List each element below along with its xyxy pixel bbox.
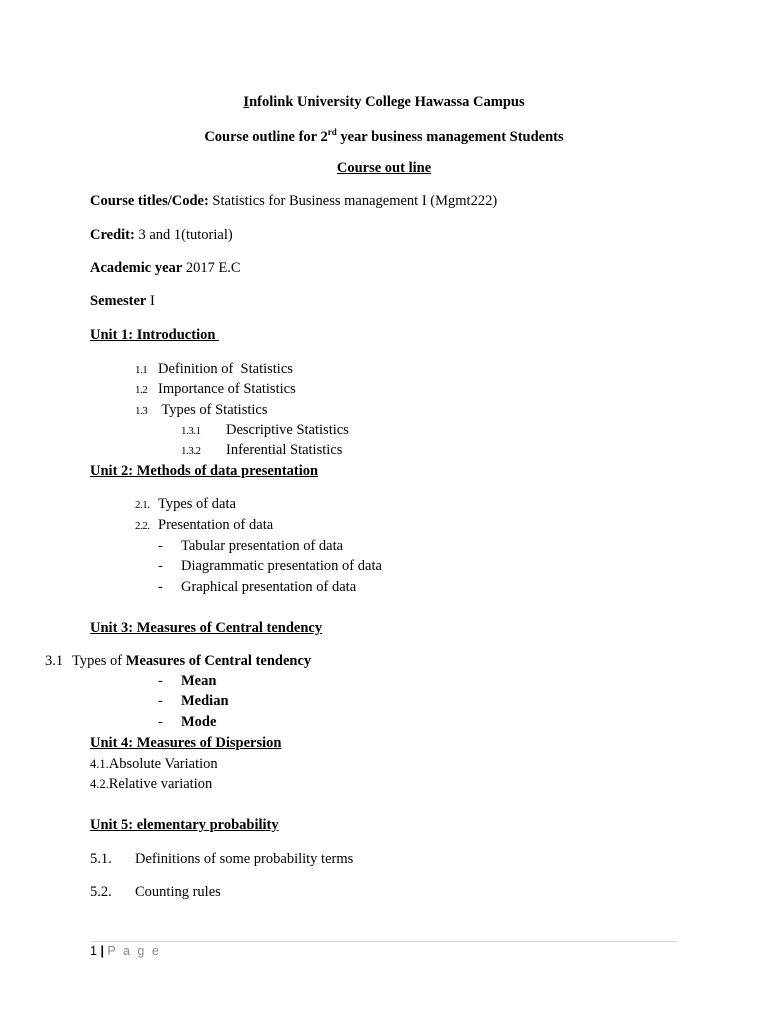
course-code-label: Course titles/Code: <box>90 193 209 209</box>
credit-line <box>90 227 233 244</box>
unit1-item <box>135 361 147 378</box>
unit4-item-text: Absolute Variation <box>108 756 218 772</box>
unit1-subitem-number: 1.3.1 <box>181 425 201 437</box>
unit5-item-text: Counting rules <box>135 884 221 900</box>
page-footer <box>90 944 161 958</box>
unit5-item-number: 5.1. <box>90 851 112 867</box>
unit2-item <box>135 496 150 513</box>
page-word: P a g e <box>107 944 161 958</box>
academic-year-value: 2017 E.C <box>185 260 241 276</box>
unit1-subitem-text: Inferential Statistics <box>226 442 343 458</box>
unit2-bullet-marker: - <box>158 538 163 554</box>
subtitle-pre: Course outline for 2 <box>204 128 328 145</box>
credit-value: 3 and 1(tutorial) <box>138 227 233 243</box>
unit1-subitem <box>181 442 201 459</box>
unit4-item <box>90 776 212 793</box>
document-title <box>0 94 768 111</box>
course-code-value: Statistics for Business management I (Mgmt222) <box>212 193 498 209</box>
credit-label: Credit: <box>90 227 135 243</box>
unit4-item-number: 4.2. <box>90 777 109 791</box>
unit1-item-text: Importance of Statistics <box>158 381 296 397</box>
subtitle-post: year business management Students <box>336 128 564 145</box>
unit3-bullet-marker: - <box>158 714 163 730</box>
unit1-subitem-number: 1.3.2 <box>181 445 201 457</box>
unit2-item-text: Presentation of data <box>158 517 274 533</box>
unit3-bullet-text: Mean <box>181 673 217 689</box>
unit3-item <box>72 653 311 670</box>
page-number: 1 <box>90 944 97 958</box>
unit1-subitem-text: Descriptive Statistics <box>226 422 349 438</box>
unit3-bullet-text: Mode <box>181 714 217 730</box>
unit4-item-text: Relative variation <box>108 776 213 792</box>
unit1-item-number: 1.1 <box>135 364 148 376</box>
unit1-item-number: 1.3 <box>135 405 148 417</box>
unit2-bullet-text: Graphical presentation of data <box>181 579 357 595</box>
title-rest: nfolink University College Hawassa Campus <box>249 94 525 110</box>
title-initial: I <box>243 94 250 110</box>
unit2-bullet-text: Diagrammatic presentation of data <box>181 558 382 574</box>
document-subtitle <box>0 127 768 146</box>
unit2-item-text: Types of data <box>158 496 236 512</box>
page-separator: | <box>100 944 104 958</box>
footer-divider <box>90 941 678 942</box>
unit2-heading: Unit 2: Methods of data presentation <box>90 463 319 479</box>
unit3-bullet-text: Median <box>181 693 229 709</box>
unit2-bullet-marker: - <box>158 558 163 574</box>
semester-line <box>90 293 155 310</box>
unit2-bullet-marker: - <box>158 579 163 595</box>
semester-label: Semester <box>90 293 147 309</box>
unit2-item-number: 2.1. <box>135 499 150 511</box>
outline-heading: Course out line <box>336 160 432 176</box>
unit5-item-text: Definitions of some probability terms <box>135 851 354 867</box>
unit1-item <box>135 381 147 398</box>
unit3-heading: Unit 3: Measures of Central tendency <box>90 620 323 636</box>
unit1-subitem <box>181 422 201 439</box>
unit3-item-bold: Measures of Central tendency <box>125 653 312 669</box>
unit3-bullet-marker: - <box>158 693 163 709</box>
unit4-item <box>90 756 218 773</box>
semester-value: I <box>149 293 155 309</box>
unit2-item-number: 2.2. <box>135 520 150 532</box>
unit5-heading: Unit 5: elementary probability <box>90 817 279 833</box>
unit5-item-number: 5.2. <box>90 884 112 900</box>
subtitle-sup: rd <box>327 127 337 137</box>
unit4-item-number: 4.1. <box>90 757 109 771</box>
unit1-item-text: Definition of Statistics <box>158 361 293 377</box>
academic-year-line <box>90 260 241 277</box>
course-code-line <box>90 193 497 210</box>
unit1-item <box>135 402 147 419</box>
unit2-bullet-text: Tabular presentation of data <box>181 538 344 554</box>
unit3-item-number: 3.1 <box>45 653 64 669</box>
unit3-bullet-marker: - <box>158 673 163 689</box>
unit1-item-number: 1.2 <box>135 384 148 396</box>
unit2-item <box>135 517 150 534</box>
unit3-item-pre: Types of <box>72 653 126 669</box>
academic-year-label: Academic year <box>90 260 183 276</box>
unit4-heading: Unit 4: Measures of Dispersion <box>90 735 282 751</box>
unit1-item-text: Types of Statistics <box>158 402 268 418</box>
unit1-heading: Unit 1: Introduction <box>90 327 220 343</box>
